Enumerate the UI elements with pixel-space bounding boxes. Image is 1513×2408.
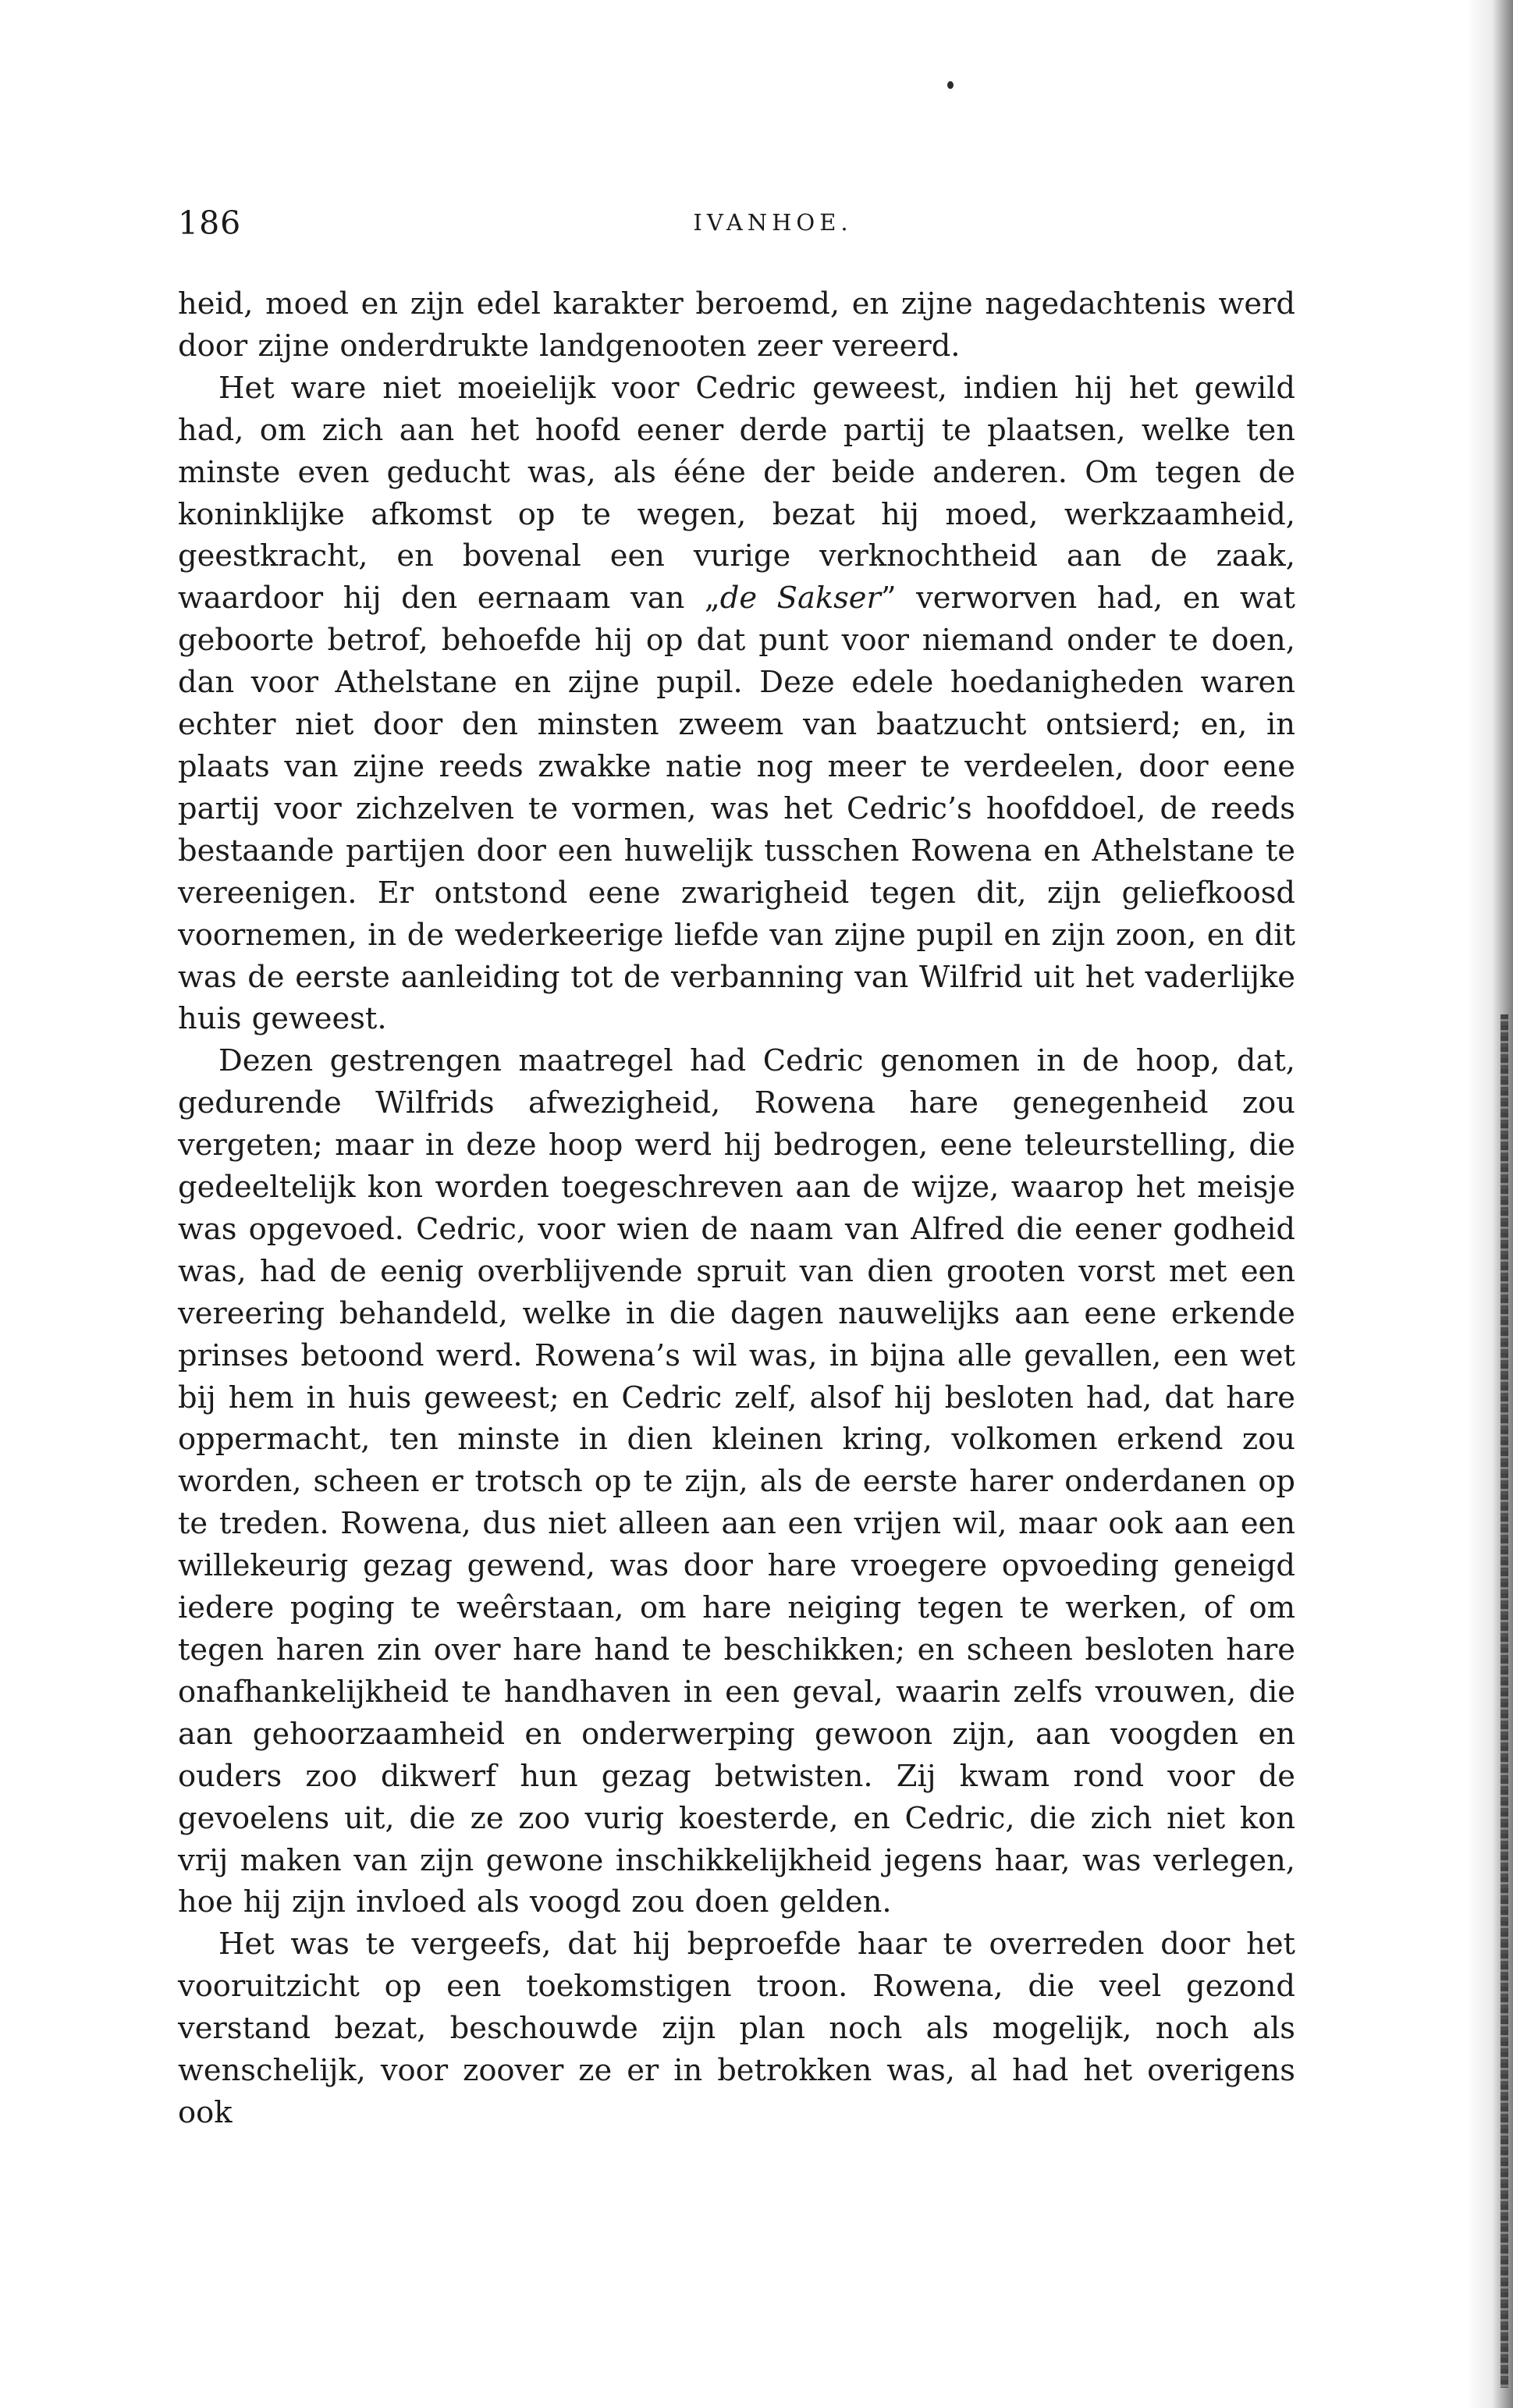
paragraph-4: Het was te vergeefs, dat hij beproefde haar te overreden door het vooruitzicht op een toekomstigen troon. Rowena, die veel gezond verstand bezat, beschouwde zijn plan noch als mogelijk, noch als wenschelijk, voor zoover ze er in betrokken was, al had het overigens ook: [178, 1927, 1295, 2130]
paragraph-1: heid, moed en zijn edel karakter beroemd, en zijne nagedachtenis werd door zijne onderdrukte landgenooten zeer vereerd.: [178, 286, 1295, 364]
paragraph-2-italic: de Sakser: [719, 581, 881, 616]
body-text: [178, 283, 1295, 2134]
paragraph-2-text-a: Het ware niet moeielijk voor Cedric geweest, indien hij het gewild had, om zich aan het hoofd eener derde partij te plaatsen, welke ten minste even geducht was, als ééne der beide anderen. Om tegen de koninklijke afkomst op te wegen, bezat hij moed, werkzaamheid, geestkracht, en bovenal een vurige verknochtheid aan de zaak, waardoor hij den eernaam van „: [178, 370, 1295, 616]
ink-speck: [947, 81, 954, 89]
paragraph-2: [178, 368, 1295, 1041]
page-number: 186: [178, 204, 242, 242]
page-header: [178, 204, 1302, 243]
scan-binding-edge: [1501, 1014, 1508, 2388]
running-title: IVANHOE.: [693, 209, 853, 236]
paragraph-2-text-b: ” verworven had, en wat geboorte betrof, behoefde hij op dat punt voor niemand onder te doen, dan voor Athelstane en zijne pupil. Deze edele hoedanigheden waren echter niet door den minsten zweem van baatzucht ontsierd; en, in plaats van zijne reeds zwakke natie nog meer te verdeelen, door eene partij voor zichzelven te vormen, was het Cedric’s hoofddoel, de reeds bestaande partijen door een huwelijk tusschen Rowena en Athelstane te vereenigen. Er ontstond eene zwarigheid tegen dit, zijn geliefkoosd voornemen, in de wederkeerige liefde van zijne pupil en zijn zoon, en dit was de eerste aanleiding tot de verbanning van Wilfrid uit het vaderlijke huis geweest.: [178, 581, 1295, 1037]
paragraph-3: Dezen gestrengen maatregel had Cedric genomen in de hoop, dat, gedurende Wilfrids afwezigheid, Rowena hare genegenheid zou vergeten; maar in deze hoop werd hij bedrogen, eene teleurstelling, die gedeeltelijk kon worden toegeschreven aan de wijze, waarop het meisje was opgevoed. Cedric, voor wien de naam van Alfred die eener godheid was, had de eenig overblijvende spruit van dien grooten vorst met een vereering behandeld, welke in die dagen nauwelijks aan eene erkende prinses betoond werd. Rowena’s wil was, in bijna alle gevallen, een wet bij hem in huis geweest; en Cedric zelf, alsof hij besloten had, dat hare oppermacht, ten minste in dien kleinen kring, volkomen erkend zou worden, scheen er trotsch op te zijn, als de eerste harer onderdanen op te treden. Rowena, dus niet alleen aan een vrijen wil, maar ook aan een willekeurig gezag gewend, was door hare vroegere opvoeding geneigd iedere poging te weêrstaan, om hare neiging tegen te werken, of om tegen haren zin over hare hand te beschikken; en scheen besloten hare onafhankelijkheid te handhaven in een geval, waarin zelfs vrouwen, die aan gehoorzaamheid en onderwerping gewoon zijn, aan voogden en ouders zoo dikwerf hun gezag betwisten. Zij kwam rond voor de gevoelens uit, die ze zoo vurig koesterde, en Cedric, die zich niet kon vrij maken van zijn gewone inschikkelijkheid jegens haar, was verlegen, hoe hij zijn invloed als voogd zou doen gelden.: [178, 1043, 1295, 1920]
